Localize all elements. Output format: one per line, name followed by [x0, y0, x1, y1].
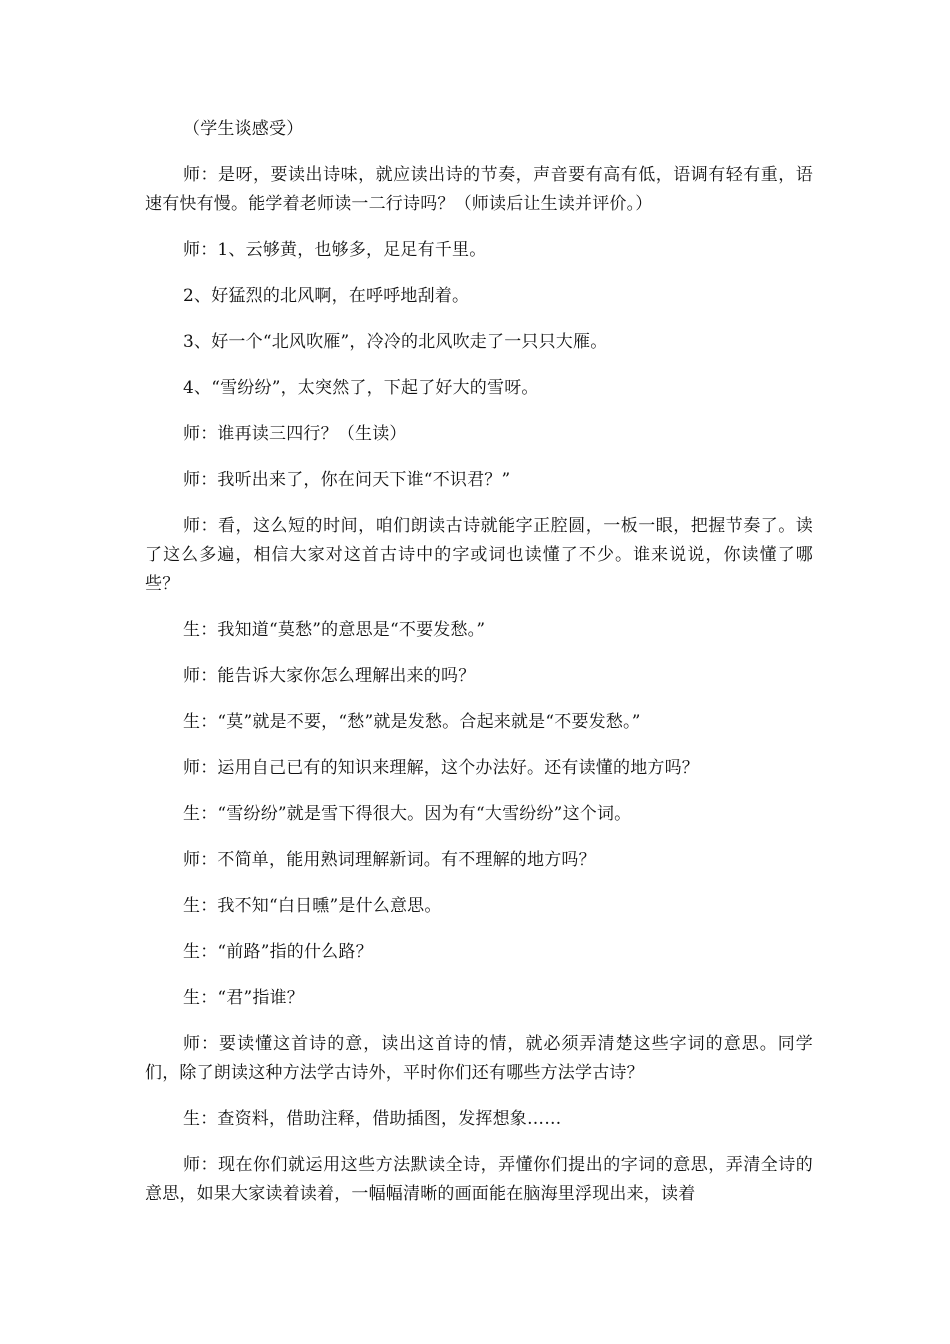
paragraph-student-methods: 生：查资料，借助注释，借助插图，发挥想象…… — [183, 1109, 562, 1129]
paragraph-teacher-simple: 师：不简单，能用熟词理解新词。有不理解的地方吗？ — [183, 850, 596, 870]
document-body — [145, 115, 813, 1226]
paragraph-line-3: 3、好一个“北风吹雁”，冷冷的北风吹走了一只只大雁。 — [183, 332, 608, 352]
paragraph-teacher-how: 师：能告诉大家你怎么理解出来的吗？ — [183, 666, 476, 686]
paragraph-teacher-understanding: 师：看，这么短的时间，咱们朗读古诗就能字正腔圆，一板一眼，把握节奏了。读了这么多遍，相信大家对这首古诗中的字或词也读懂了不少。谁来说说，你读懂了哪些？ — [145, 516, 813, 594]
paragraph-student-question-2: 生：“前路”指的什么路？ — [183, 942, 373, 962]
paragraph-teacher-silent-reading: 师：现在你们就运用这些方法默读全诗，弄懂你们提出的字词的意思，弄清全诗的意思，如果大家读着读着，一幅幅清晰的画面能在脑海里浮现出来，读着 — [145, 1155, 813, 1204]
paragraph-line-2: 2、好猛烈的北风啊，在呼呼地刮着。 — [183, 286, 470, 306]
paragraph-student-explain: 生：“莫”就是不要，“愁”就是发愁。合起来就是“不要发愁。” — [183, 712, 641, 732]
paragraph-student-feeling: （学生谈感受） — [183, 119, 304, 139]
paragraph-student-question-3: 生：“君”指谁？ — [183, 988, 304, 1008]
paragraph-line-1: 师：1、云够黄，也够多，足足有千里。 — [183, 240, 487, 260]
paragraph-student-question-1: 生：我不知“白日曛”是什么意思。 — [183, 896, 442, 916]
paragraph-student-mochou: 生：我知道“莫愁”的意思是“不要发愁。” — [183, 620, 486, 640]
paragraph-teacher-praise: 师：运用自己已有的知识来理解，这个办法好。还有读懂的地方吗？ — [183, 758, 699, 778]
paragraph-teacher-methods: 师：要读懂这首诗的意，读出这首诗的情，就必须弄清楚这些字词的意思。同学们，除了朗读这种方法学古诗外，平时你们还有哪些方法学古诗？ — [145, 1034, 813, 1083]
paragraph-line-4: 4、“雪纷纷”，太突然了，下起了好大的雪呀。 — [183, 378, 539, 398]
paragraph-teacher-heard: 师：我听出来了，你在问天下谁“不识君？” — [183, 470, 511, 490]
paragraph-teacher-rhythm: 师：是呀，要读出诗味，就应读出诗的节奏，声音要有高有低，语调有轻有重，语速有快有慢。能学着老师读一二行诗吗？（师读后让生读并评价。） — [145, 165, 813, 214]
paragraph-teacher-ask-reading: 师：谁再读三四行？（生读） — [183, 424, 407, 444]
paragraph-student-snow: 生：“雪纷纷”就是雪下得很大。因为有“大雪纷纷”这个词。 — [183, 804, 632, 824]
